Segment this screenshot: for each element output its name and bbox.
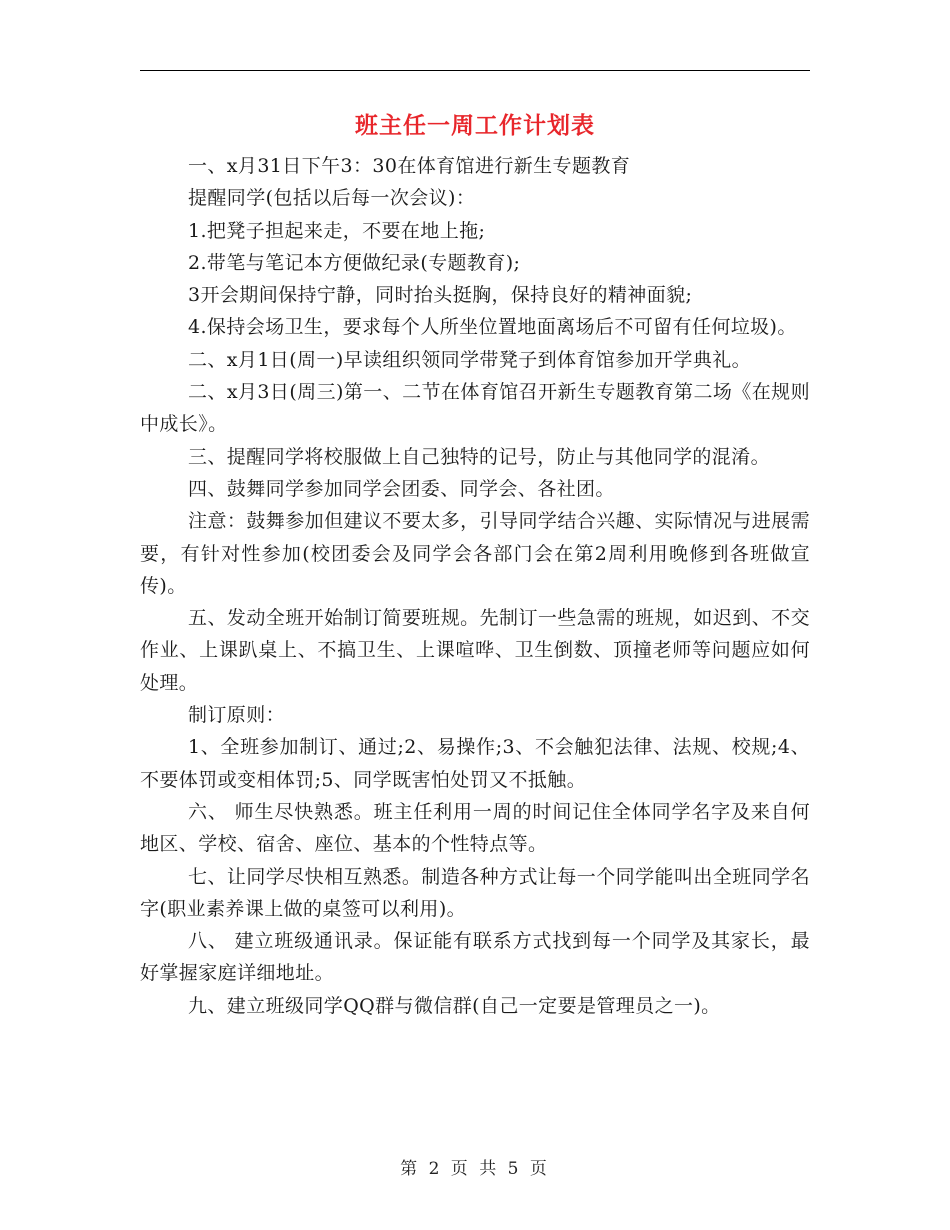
paragraph: 提醒同学(包括以后每一次会议)： — [188, 187, 476, 210]
header-rule — [140, 70, 810, 71]
paragraph: 二、x月1日(周一)早读组织领同学带凳子到体育馆参加开学典礼。 — [188, 348, 752, 371]
page-number: 第 2 页 共 5 页 — [400, 1159, 550, 1179]
paragraph: 二、x月3日(周三)第一、二节在体育馆召开新生专题教育第二场《在规则中成长》。 — [140, 381, 810, 436]
paragraph: 1.把凳子担起来走，不要在地上拖; — [188, 219, 486, 242]
paragraph: 2.带笔与笔记本方便做纪录(专题教育); — [188, 251, 521, 274]
paragraph: 一、x月31日下午3：30在体育馆进行新生专题教育 — [188, 155, 631, 177]
document-title: 班主任一周工作计划表 — [355, 112, 595, 139]
paragraph: 六、 师生尽快熟悉。班主任利用一周的时间记住全体同学名字及来自何地区、学校、宿舍、座位、基本的个性特点等。 — [140, 800, 810, 856]
paragraph: 三、提醒同学将校服做上自己独特的记号，防止与其他同学的混淆。 — [188, 445, 771, 468]
paragraph: 3开会期间保持宁静，同时抬头挺胸，保持良好的精神面貌; — [188, 284, 693, 307]
paragraph: 五、发动全班开始制订简要班规。先制订一些急需的班规，如迟到、不交作业、上课趴桌上、不搞卫生、上课喧哗、卫生倒数、顶撞老师等问题应如何处理。 — [140, 607, 810, 694]
paragraph: 4.保持会场卫生，要求每个人所坐位置地面离场后不可留有任何垃圾)。 — [188, 316, 797, 339]
paragraph: 七、让同学尽快相互熟悉。制造各种方式让每一个同学能叫出全班同学名字(职业素养课上做的桌签可以利用)。 — [140, 865, 810, 920]
paragraph: 1、全班参加制订、通过;2、易操作;3、不会触犯法律、法规、校规;4、不要体罚或变相体罚;5、同学既害怕处罚又不抵触。 — [140, 736, 810, 791]
paragraph: 四、鼓舞同学参加同学会团委、同学会、各社团。 — [188, 477, 615, 500]
paragraph: 八、 建立班级通讯录。保证能有联系方式找到每一个同学及其家长，最好掌握家庭详细地址。 — [140, 930, 810, 985]
paragraph: 制订原则： — [188, 704, 286, 727]
paragraph: 注意：鼓舞参加但建议不要太多，引导同学结合兴趣、实际情况与进展需要，有针对性参加(校团委会及同学会各部门会在第2周利用晚修到各班做宣传)。 — [140, 510, 810, 597]
paragraph: 九、建立班级同学QQ群与微信群(自己一定要是管理员之一)。 — [188, 994, 721, 1017]
document-body — [140, 150, 810, 1022]
